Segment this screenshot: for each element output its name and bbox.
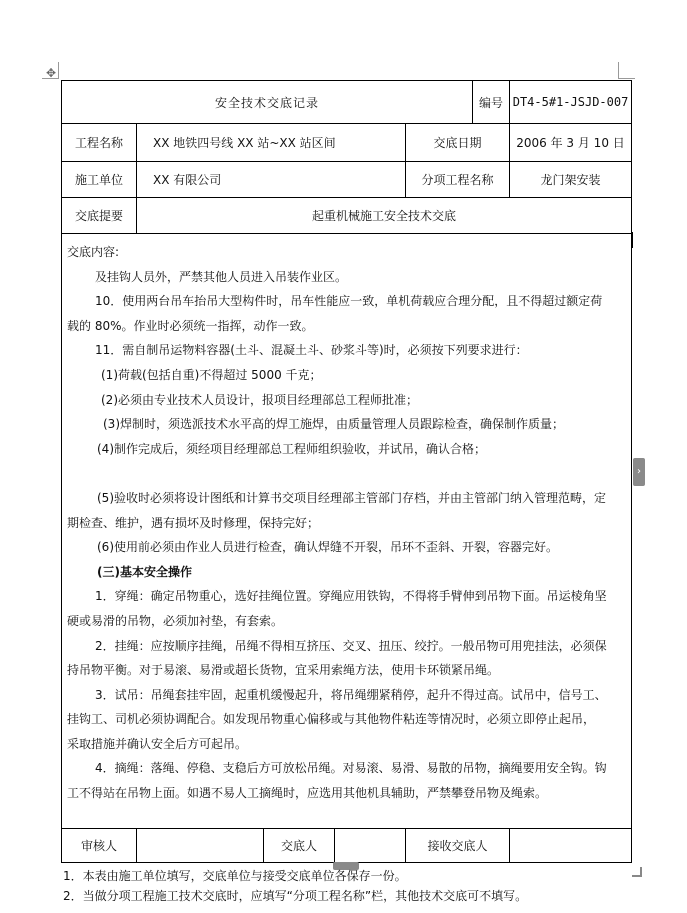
content-line: 1．穿绳：确定吊物重心，选好挂绳位置。穿绳应用铁钩，不得将手臂伸到吊物下面。吊运棱角坚 — [95, 589, 607, 604]
summary-value: 起重机械施工安全技术交底 — [137, 198, 632, 234]
discloser-label: 交底人 — [264, 829, 335, 863]
content-line: 4．摘绳：落绳、停稳、支稳后方可放松吊绳。对易滚、易滑、易散的吊物，摘绳要用安全钩。钩 — [95, 761, 607, 776]
content-line: (1)荷载(包括自重)不得超过 5000 千克； — [101, 367, 322, 382]
content-line: 及挂钩人员外，严禁其他人员进入吊装作业区。 — [95, 269, 348, 284]
footnote-1: 1．本表由施工单位填写，交底单位与接受交底单位各保存一份。 — [63, 869, 407, 883]
disclosure-date-label: 交底日期 — [406, 124, 510, 162]
construction-unit-value: XX 有限公司 — [137, 162, 406, 198]
disclosure-content[interactable] — [62, 234, 632, 829]
content-heading: 交底内容: — [67, 245, 120, 259]
reviewer-label: 审核人 — [62, 829, 137, 863]
receiver-label: 接收交底人 — [406, 829, 510, 863]
content-line: 期检查、维护，遇有损坏及时修理，保持完好； — [67, 515, 320, 530]
content-line: 10．使用两台吊车抬吊大型构件时，吊车性能应一致，单机荷载应合理分配，且不得超过额定荷 — [95, 294, 603, 309]
disclosure-date-value: 2006 年 3 月 10 日 — [510, 124, 632, 162]
side-expand-icon[interactable]: › — [633, 458, 645, 486]
page-corner-mark-right — [618, 62, 635, 79]
content-line: 工不得站在吊物上面。如遇不易人工摘绳时，应选用其他机具辅助，严禁攀登吊物及绳索。 — [67, 786, 548, 801]
receiver-field[interactable] — [510, 829, 632, 863]
content-line: 3．试吊：吊绳套挂牢固，起重机缓慢起升，将吊绳绷紧稍停，起升不得过高。试吊中，信号工、 — [95, 687, 607, 702]
content-line: (3)焊制时，须选派技术水平高的焊工施焊，由质量管理人员跟踪检查，确保制作质量； — [103, 417, 565, 432]
content-line: 11．需自制吊运物料容器(土斗、混凝土斗、砂浆斗等)时，必须按下列要求进行： — [95, 343, 528, 358]
disclosure-form-table — [61, 80, 632, 863]
table-move-icon[interactable]: ✥ — [45, 66, 57, 80]
project-name-value: XX 地铁四号线 XX 站~XX 站区间 — [137, 124, 406, 162]
content-line: 2．挂绳：应按顺序挂绳，吊绳不得相互挤压、交叉、扭压、绞拧。一般吊物可用兜挂法，必须保 — [95, 638, 607, 653]
text-cursor — [631, 232, 633, 248]
content-line: 采取措施并确认安全后方可起吊。 — [67, 736, 248, 751]
footnote-2: 2．当做分项工程施工技术交底时，应填写“分项工程名称”栏，其他技术交底可不填写。 — [63, 889, 528, 903]
footnotes — [63, 866, 663, 906]
section-heading: (三)基本安全操作 — [97, 564, 192, 579]
sub-project-label: 分项工程名称 — [406, 162, 510, 198]
summary-label: 交底提要 — [62, 198, 137, 234]
construction-unit-label: 施工单位 — [62, 162, 137, 198]
number-label: 编号 — [473, 81, 510, 124]
discloser-field[interactable] — [335, 829, 406, 863]
content-line: 持吊物平衡。对于易滚、易滑或超长货物，宜采用索绳方法，使用卡环锁紧吊绳。 — [67, 663, 500, 678]
reviewer-field[interactable] — [137, 829, 264, 863]
content-line: 挂钩工、司机必须协调配合。如发现吊物重心偏移或与其他物件粘连等情况时，必须立即停止起吊， — [67, 712, 596, 727]
content-line: (4)制作完成后，须经项目经理部总工程师组织验收，并试吊，确认合格； — [97, 441, 487, 456]
content-line: 载的 80%。作业时必须统一指挥，动作一致。 — [67, 318, 314, 333]
content-line: (6)使用前必须由作业人员进行检查，确认焊缝不开裂，吊环不歪斜、开裂，容器完好。 — [97, 540, 559, 555]
number-value: DT4-5#1-JSJD-007 — [510, 81, 632, 124]
project-name-label: 工程名称 — [62, 124, 137, 162]
sub-project-value: 龙门架安装 — [510, 162, 632, 198]
form-title: 安全技术交底记录 — [62, 81, 473, 124]
content-line: (5)验收时必须将设计图纸和计算书交项目经理部主管部门存档，并由主管部门纳入管理范畴，定 — [97, 490, 607, 505]
content-line: (2)必须由专业技术人员设计，报项目经理部总工程师批准； — [101, 392, 419, 407]
content-line: 硬或易滑的吊物，必须加衬垫，有套索。 — [67, 613, 284, 628]
